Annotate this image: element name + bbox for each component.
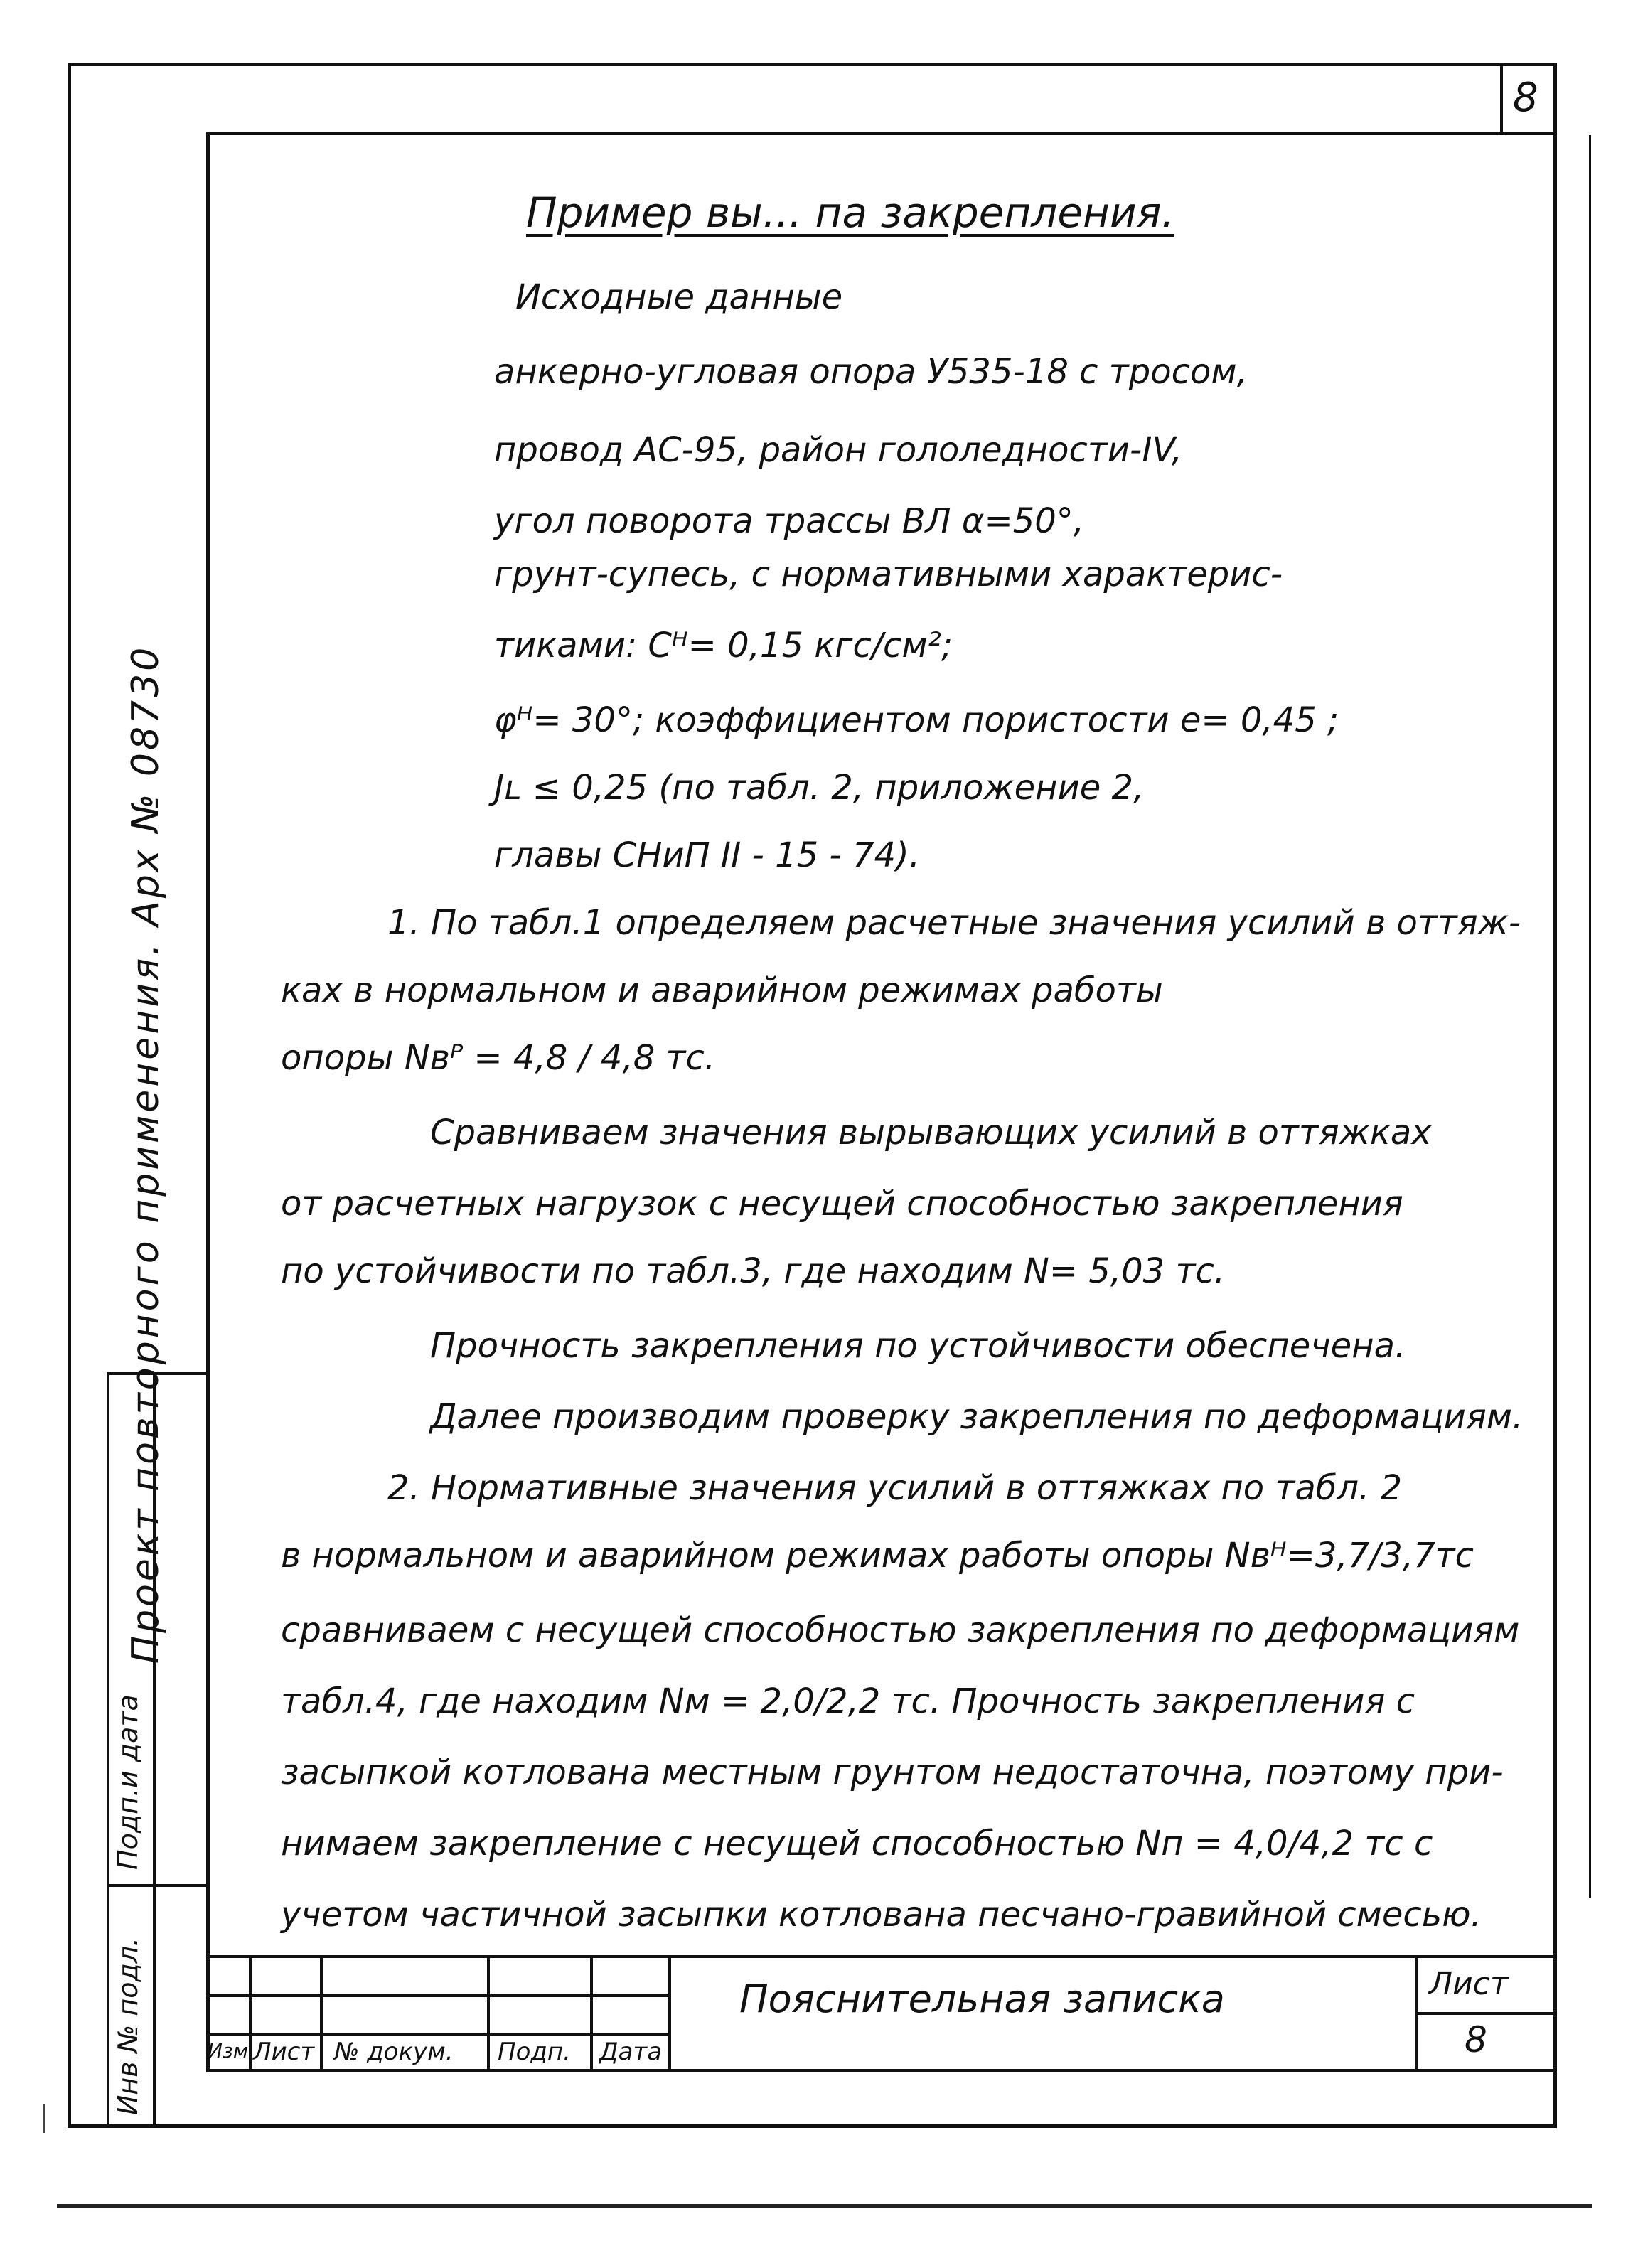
text-line-23: нимаем закрепление с несущей способностью Nп = 4,0/4,2 тс с	[281, 1824, 1433, 1863]
col-label-podp: Подп.	[498, 2038, 571, 2066]
text-line-10: 1. По табл.1 определяем расчетные значения усилий в оттяж-	[387, 903, 1521, 943]
text-line-17: Далее производим проверку закрепления по деформациям.	[430, 1397, 1524, 1437]
text-line-16: Прочность закрепления по устойчивости обеспечена.	[430, 1326, 1406, 1366]
side-stamp-text: Проект повторного применения. Арх № 08730	[124, 644, 167, 1664]
title-block-row2	[206, 2033, 668, 2036]
sheet-number: 8	[1465, 2019, 1487, 2060]
sign-date-label: Подп.и дата	[112, 1694, 144, 1870]
page-number-box-left	[1500, 63, 1503, 134]
text-line-1: Исходные данные	[515, 277, 843, 317]
text-line-11: ках в нормальном и аварийном режимах работы	[281, 970, 1163, 1010]
col-izm	[249, 1955, 252, 2071]
margin-stamp-line-2	[153, 1372, 156, 2126]
title-block-row1	[206, 1994, 668, 1997]
col-label-date: Дата	[599, 2038, 663, 2066]
col-podp	[590, 1955, 593, 2071]
text-line-20: сравниваем с несущей способностью закрепления по деформациям	[281, 1610, 1520, 1650]
text-line-8: Jʟ ≤ 0,25 (по табл. 2, приложение 2,	[494, 768, 1145, 808]
col-label-doc: № докум.	[334, 2038, 454, 2066]
sheet-divider	[1415, 2012, 1557, 2015]
text-line-12: опоры Nвᴾ = 4,8 / 4,8 тс.	[281, 1038, 716, 1078]
left-edge-mark	[43, 2104, 52, 2133]
text-line-24: учетом частичной засыпки котлована песчано-гравийной смесью.	[281, 1895, 1482, 1935]
col-label-izm: Изм	[208, 2039, 248, 2063]
sheet-label: Лист	[1429, 1966, 1509, 2002]
text-line-9: главы СНиП II - 15 - 74).	[494, 835, 921, 875]
text-line-21: табл.4, где находим Nм = 2,0/2,2 тс. Прочность закрепления с	[281, 1681, 1415, 1721]
col-date	[668, 1955, 671, 2071]
text-line-19: в нормальном и аварийном режимах работы опоры Nвᴴ=3,7/3,7тс	[281, 1536, 1474, 1576]
title-block-top	[206, 1955, 1557, 1958]
inv-no-label: Инв № подл.	[112, 1937, 144, 2115]
margin-stamp-mid	[107, 1884, 206, 1887]
text-line-4: угол поворота трассы ВЛ α=50°,	[494, 501, 1085, 541]
margin-stamp-top	[107, 1372, 206, 1375]
text-line-22: засыпкой котлована местным грунтом недостаточна, поэтому при-	[281, 1753, 1504, 1792]
text-line-15: по устойчивости по табл.3, где находим N= 5,03 тс.	[281, 1251, 1226, 1291]
col-label-list: Лист	[253, 2038, 315, 2066]
text-line-3: провод АС-95, район гололедности-IV,	[494, 430, 1183, 470]
bottom-rule	[57, 2204, 1592, 2208]
col-doc	[487, 1955, 490, 2071]
page-title: Пример вы... па закрепления.	[526, 188, 1174, 237]
text-line-14: от расчетных нагрузок с несущей способностью закрепления	[281, 1184, 1403, 1224]
page-number: 8	[1513, 75, 1538, 121]
col-list	[320, 1955, 323, 2071]
text-line-7: φᴴ= 30°; коэффициентом пористости e= 0,45 ;	[494, 700, 1339, 740]
text-line-2: анкерно-угловая опора У535-18 с тросом,	[494, 352, 1248, 392]
text-line-6: тиками: Сᴴ= 0,15 кгс/см²;	[494, 626, 953, 665]
document-title: Пояснительная записка	[739, 1977, 1225, 2021]
right-edge-rule	[1589, 135, 1591, 1898]
text-line-18: 2. Нормативные значения усилий в оттяжках по табл. 2	[387, 1468, 1403, 1508]
text-line-13: Сравниваем значения вырывающих усилий в оттяжках	[430, 1113, 1432, 1152]
text-line-5: грунт-супесь, с нормативными характерис-	[494, 555, 1283, 594]
margin-stamp-line-1	[107, 1372, 109, 2126]
